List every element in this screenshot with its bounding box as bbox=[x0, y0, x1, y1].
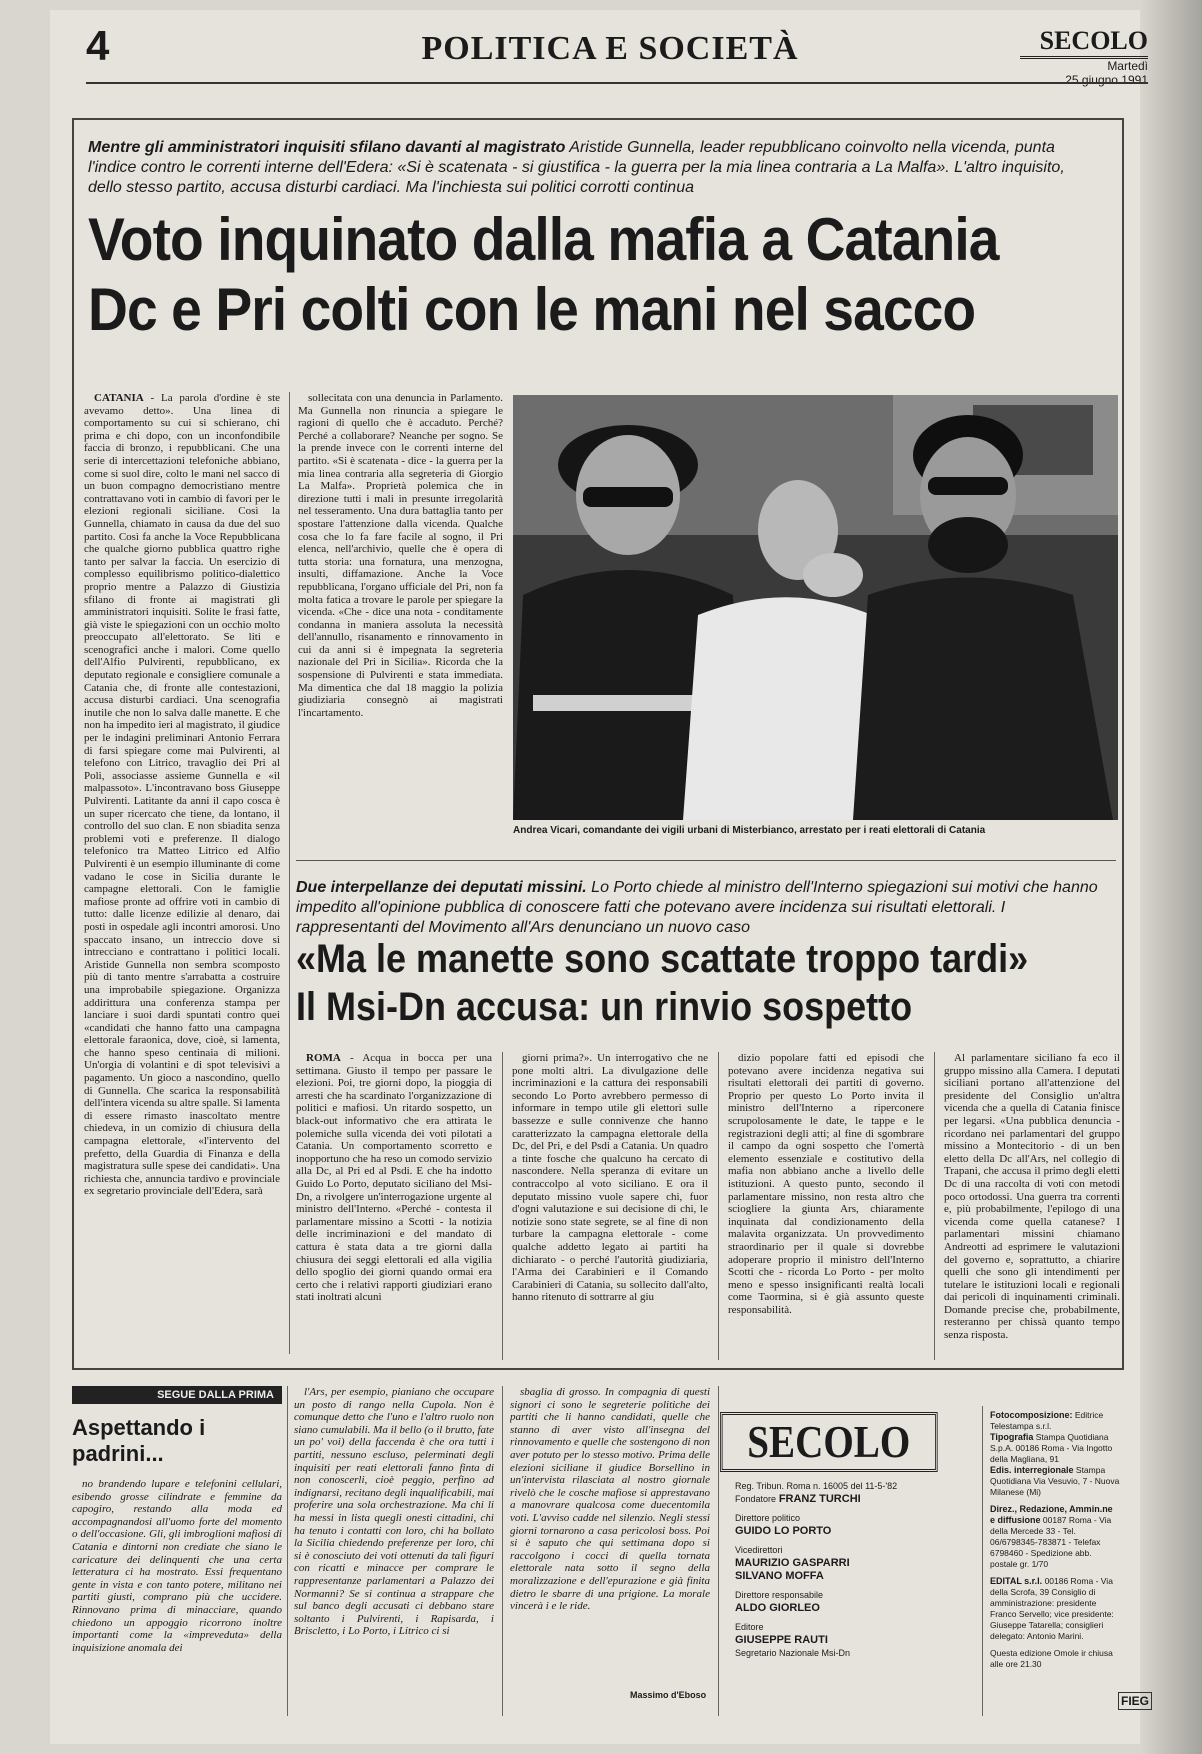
second-kicker-text: Lo Porto chiede al ministro dell'Interno spiegazioni sui motivi che hanno impedito all'opinione pubblica di conoscere fatti che potevano avere incidenza sui risultati elettorali. I rappresentanti del Movimento all'Ars denunciano un nuovo caso bbox=[296, 879, 1098, 936]
second-kicker bbox=[296, 878, 1106, 938]
main-headline-line-1: Voto inquinato dalla mafia a Catania bbox=[88, 206, 999, 273]
printer-6-text: Questa edizione Omole ir chiusa alle ore 21.30 bbox=[990, 1648, 1113, 1669]
column-divider bbox=[287, 1386, 288, 1716]
second-dateline: ROMA bbox=[306, 1052, 341, 1064]
main-kicker bbox=[88, 138, 1098, 198]
second-kicker-bold: Due interpellanze dei deputati missini. bbox=[296, 879, 587, 896]
director-name: GUIDO LO PORTO bbox=[735, 1525, 832, 1537]
printer-1-title: Fotocomposizione: bbox=[990, 1410, 1073, 1420]
section-title: POLITICA E SOCIETÀ bbox=[421, 30, 799, 67]
editor-label: Editore bbox=[735, 1622, 764, 1632]
second-article-column-2 bbox=[512, 1052, 708, 1360]
printer-5-text: 00186 Roma - Via della Scrofa, 39 Consiglio di amministrazione: presidente Franco Servello; vice presidente: Giuseppe Tatarella; consiglieri delegato: Antonio Marini. bbox=[990, 1576, 1114, 1641]
vice-name-2: SILVANO MOFFA bbox=[735, 1570, 824, 1582]
vice-label: Vicedirettori bbox=[735, 1545, 783, 1555]
column-divider bbox=[982, 1406, 983, 1716]
photo-illustration bbox=[513, 395, 1118, 820]
column-divider bbox=[718, 1386, 719, 1716]
second-column-1-text: - Acqua in bocca per una settimana. Giusto il tempo per passare le elezioni. Poi, tre giorni dopo, la pioggia di arresti che ha scardinato l'organizzazione di politici e mafiosi. Un ritardo sospetto, un black-out informativo che era attirata le polemiche sulla vicenda dei voti pilotati a Catania. Un comportamento scorretto e inopportuno che ha reso un comodo servizio alla Dc, al Pri ed al Psdi. E che ha indotto Guido Lo Porto, deputato siciliano del Msi-Dn, a rivolgere un'interrogazione urgente al ministro dell'Interno. «Perché - contesta il parlamentare missino a Scotti - la notizia delle incriminazioni e del mandato di cattura è stata data a tre giorni dalla chiusura dei seggi elettorali ed alla vigilia dello spoglio dei giorni quando ormai era certo che i relativi rapporti giudiziari erano stati inoltrati alcuni bbox=[296, 1052, 492, 1304]
bottom-article-title: Aspettando i padrini... bbox=[72, 1415, 206, 1466]
founder-label: Fondatore bbox=[735, 1494, 777, 1504]
column-divider bbox=[502, 1052, 503, 1360]
resp-label: Direttore responsabile bbox=[735, 1590, 824, 1600]
bottom-column-3-text: sbaglia di grosso. In compagnia di questi signori ci sono le segreterie politiche dei partiti che li hanno candidati, quelle che stanno di aver visto all'insegna del rinnovamento e quelle che sostengono di non aver potuto per lo stesso motivo. Prima delle elezioni siciliane il giudice Borsellino in un'intervista rilasciata al nostro giornale rivelò che le cosche mafiose si apprestavano a manovrare qualcosa come duecentomila voti. L'avviso cadde nel silenzio. Negli stessi giorni tornarono a casa pericolosi boss. Poi si è saputo che qui settimana dopo si raccolgono i cocci di quella tornata elettorale nata sotto il segno della moralizzazione e dell'epurazione e già finita dietro le sbarre di una prigione. La morale vincerà i e le ride. bbox=[510, 1386, 710, 1613]
column-divider bbox=[502, 1386, 503, 1716]
second-column-2-text: giorni prima?». Un interrogativo che ne pone molti altri. La divulgazione delle incriminazioni e la cattura dei responsabili secondo Lo Porto avrebbero permesso di informare in tempo utile gli elettori sulle bassezze e sulle connivenze che hanno caratterizzato la campagna elettorale della Dc, del Pri, e del Psdi a Catania. Un quadro a tinte fosche che qualcuno ha cercato di nascondere. Nella speranza di evitare un contraccolpo al voto siciliano. E ora il deputato missino vuole sapere chi, fuor d'ogni valutazione e sui decisione di chi, le notizie sono state segrete, se al fine di non turbare la campagna elettorale - come qualche addetto legato ai partiti ha dichiarato - o perché l'autorità giudiziaria, l'Arma dei Carabinieri e il Comando Carabinieri di Catania, su sollecito dall'alto, hanno ritenuto di sottrarre al giu bbox=[512, 1052, 708, 1304]
founder-name: FRANZ TURCHI bbox=[778, 1493, 861, 1505]
news-photo bbox=[513, 395, 1118, 820]
bottom-article-column-3 bbox=[510, 1386, 710, 1686]
bottom-article-column-1 bbox=[72, 1478, 282, 1718]
second-article-column-1 bbox=[296, 1052, 492, 1360]
page-number: 4 bbox=[86, 22, 110, 69]
editor-note: Segretario Nazionale Msi-Dn bbox=[735, 1648, 851, 1658]
printer-4-title: Direz., Redazione, Ammin.ne e diffusione bbox=[990, 1504, 1113, 1525]
main-headline bbox=[88, 205, 1045, 345]
second-headline bbox=[296, 935, 1052, 1031]
masthead-day: Martedì bbox=[1107, 59, 1148, 73]
printer-4-text: 00187 Roma - Via della Mercede 33 - Tel. 06/6798345-783871 - Telefax 6798460 - Spedizione abb. postale gr. 1/70 bbox=[990, 1515, 1112, 1569]
masthead-date: 25 giugno 1991 bbox=[1065, 73, 1148, 87]
column-divider bbox=[718, 1052, 719, 1360]
top-rule bbox=[86, 82, 1148, 84]
printer-info bbox=[990, 1410, 1120, 1670]
second-column-4-text: Al parlamentare siciliano fa eco il gruppo missino alla Camera. I deputati siciliani portano all'attenzione del presidente del Consiglio un'altra vicenda che a quella di Catania finisce per legarsi. «Una pubblica denuncia - ricordano nei parlamentari del gruppo missino a Montecitorio - di un ben eletto della Dc all'Ars, nel collegio di Trapani, che accusa il primo degli eletti Dc di una raccolta di voti con metodi poco ortodossi. Una guerra tra correnti e, più probabilmente, l'epilogo di una vicenda come quella catanese? I parlamentari missini chiamano Andreotti ad esprimere le valutazioni del governo e, soprattutto, a chiarire quelli che sono gli intendimenti per tutelare le istituzioni locali e regionali dai pericoli di inquinamenti criminali. Domande precise che, probabilmente, resteranno per chissà quanto tempo senza risposta. bbox=[944, 1052, 1120, 1342]
page-edge-shadow bbox=[1140, 0, 1202, 1754]
masthead bbox=[1020, 26, 1148, 87]
section-rule bbox=[296, 860, 1116, 861]
article-signature: Massimo d'Eboso bbox=[630, 1690, 707, 1700]
second-article-column-4 bbox=[944, 1052, 1120, 1360]
resp-name: ALDO GIORLEO bbox=[735, 1602, 820, 1614]
colophon-logo: SECOLO bbox=[720, 1412, 938, 1472]
second-headline-line-2: Il Msi-Dn accusa: un rinvio sospetto bbox=[296, 985, 913, 1029]
editor-name: GIUSEPPE RAUTI bbox=[735, 1634, 828, 1646]
column-divider bbox=[934, 1052, 935, 1360]
segue-banner: SEGUE DALLA PRIMA bbox=[72, 1386, 282, 1404]
second-column-3-text: dizio popolare fatti ed episodi che potevano avere incidenza negativa sui risultati elettorali dei partiti di governo. Proprio per questo Lo Porto invita il ministro dell'Interno a riperconere scrupolosamente le date, le tappe e le registrazioni degli atti; al fine di sgombrare il campo da ogni sospetto che l'omertà elemento essenziale e costitutivo della mafia non abbiano anche a livello delle istituzioni. A questo punto, secondo il parlamentare missino, non resta altro che sciogliere la giunta Ars, chiaramente inquinata dal condizionamento della malavita organizzata. Un provvedimento straordinario per il quale si dovrebbe adoperare proprio il ministro dell'Interno Scotti che - ricorda Lo Porto - per molto meno e spesso insignificanti realtà locali come Taormina, si è già assunto queste responsabilità. bbox=[728, 1052, 924, 1316]
vice-name-1: MAURIZIO GASPARRI bbox=[735, 1557, 850, 1569]
second-headline-line-1: «Ma le manette sono scattate troppo tardi» bbox=[296, 937, 1029, 981]
main-kicker-text: Aristide Gunnella, leader repubblicano coinvolto nella vicenda, punta l'indice contro le correnti interne dell'Edera: «Si è scatenata - si giustifica - la guerra per la mia linea contraria a La Malfa». L'altro inquisito, dello stesso partito, accusa disturbi cardiaci. Ma l'inchiesta sui politici corrotti continua bbox=[88, 139, 1065, 196]
printer-5-title: EDITAL s.r.l. bbox=[990, 1576, 1043, 1586]
colophon bbox=[735, 1480, 945, 1660]
main-dateline: CATANIA bbox=[94, 392, 144, 404]
main-kicker-bold: Mentre gli amministratori inquisiti sfilano davanti al magistrato bbox=[88, 139, 566, 156]
second-article-column-3 bbox=[728, 1052, 924, 1360]
main-article-column-1 bbox=[84, 392, 280, 1352]
director-label: Direttore politico bbox=[735, 1513, 801, 1523]
main-column-1-text: - La parola d'ordine è ste avevamo detto». Una linea di comportamento su cui si schierano, chi prima e chi dopo, con un inconfondibile faccia di bronzo, i repubblicani. Che una serie di intercettazioni telefoniche abbiano, come si suol dire, colto le mani nel sacco di un buon compagno democristiano mentre contrattavano voti in cambio di favori per le elezioni regionali siciliane. Così la Gunnella, chiamato in causa da due del suo partito. Così fa anche la Voce Repubblicana che qualche giorno pubblica quattro righe tanto per salvar la faccia. Un esercizio di complesso equilibrismo politico-dialettico proprio mentre a Palazzo di Giustizia sfilano di fronte ai magistrati gli amministratori inquisiti. Solite le frasi fatte, già viste le spiegazioni con un occhio molto preoccupato all'elettorato. Se liti e scenografici anche i malori. Come quello dell'Alfio Pulvirenti, repubblicano, ex deputato regionale e consigliere comunale a Catania che, di fronte alle contestazioni, accusa disturbi cardiaci. Una scenografia inutile che non lo salva dalle manette. E che non ha impedito ieri al magistrato, il giudice per le indagini preliminari Antonio Ferrara di farsi spiegare come mai Pulvirenti, al telefono con Litrico, travaglio dei Pri al Poli, associasse assieme Gunnella e «il malpassoto». L'incontravano boss Giuseppe Pulvirenti. Latitante da anni il capo cosca è un super ricercato che tiene, da lontano, il controllo del suo clan. E non sbiadita senza problemi voti e preferenze. Il dialogo telefonico tra Matteo Litrico ed Alfio Pulvirenti è un esempio illuminante di come vadano le cose in Sicilia durante le campagne elettorali. Con le famiglie mafiose pronte ad offrire voti in cambio di tutto: dalle licenze edilizie al denaro, dai posti in ospedale agli incontri amorosi. Uno spaccato insano, un intreccio dove si intrecciano e contrattano i politici locali. Aristide Gunnella non sembra scomposto più di tanto mentre s'arrabatta a costruire una improbabile spiegazione. Organizza addirittura una conferenza stampa per lanciare i suoi dardi spuntati contro quei «candidati che hanno fatto una campagna elettorale faraonica, dove, cioè, si lamenta, che hanno speso centinaia di milioni. Un'orgia di volantini e di spot televisivi a pagamento. Un gioco a nascondino, quello di Gunnella. Che scarica la responsabilità dell'intera vicenda su altre spalle. Si lamenta di essere rimasto inascoltato mentre chiedeva, in un comizio di chiusura della campagna elettorale, «l'intervento del prefetto, della Guardia di Finanza e della magistratura sulle spese dei candidati». Una richiesta che, annuncia tardivo e provinciale ex segretario provinciale dell'Edera, sarà bbox=[84, 392, 280, 1198]
registration-note: Reg. Tribun. Roma n. 16005 del 11-5-'82 bbox=[735, 1481, 898, 1491]
main-column-2-text: sollecitata con una denuncia in Parlamento. Ma Gunnella non rinuncia a spiegare le ragioni di quello che è accaduto. Perché? Perché a collaborare? Neanche per sogno. Se la prende invece con le correnti interne del partito. «Si è scatenata - dice - la guerra per la mia linea contraria alla segreteria di Giorgio La Malfa». Proprietà polemica che in direzione tutti i mali in presunte irregolarità nel tesseramento. Una dura battaglia tanto per spostare l'attenzione dalla vicenda. Qualche cosa che lo fa fare facile al sogno, il Pri elenca, nell'archivio, quelle che è opera di tutta storia: una fornatura, una menzogna, insulti, diffamazione. Anche la Voce repubblicana, l'organo ufficiale del Pri, non fa molta fatica a trovare le parole per spiegare la vicenda. «Che - dice una nota - conditamente condanna in maniera assoluta la necessità dell'annullo, risanamento e rinnovamento in cui da anni si è impegnata la segreteria nazionale del Pri in Sicilia». Ricorda che la sospensione di Pulvirenti e stata immediata. Ma dimentica che dal 18 maggio la polizia giudiziaria consegnò ai magistrati l'incartamento. bbox=[298, 392, 503, 719]
photo-caption: Andrea Vicari, comandante dei vigili urbani di Misterbianco, arrestato per i reati elettorali di Catania bbox=[513, 825, 986, 836]
column-divider bbox=[289, 392, 290, 1354]
masthead-logo: SECOLO bbox=[1020, 26, 1148, 59]
printer-1-text: Editrice Telestampa s.r.l. bbox=[990, 1410, 1104, 1431]
printer-3-title: Edis. interregionale bbox=[990, 1465, 1074, 1475]
fieg-logo: FIEG bbox=[1118, 1692, 1152, 1710]
printer-2-title: Tipografia bbox=[990, 1432, 1034, 1442]
printer-3-text: Stampa Quotidiana Via Vesuvio, 7 - Nuova Milanese (Mi) bbox=[990, 1465, 1120, 1497]
bottom-column-2-text: l'Ars, per esempio, pianiano che occupare un posto di rango nella Cupola. Non è comunque detto che l'uno e l'altro ruolo non siano cumulabili. Ma il bello (o il brutto, fate un po' voi) della faccenda è che ora tutti i partiti, nessuno escluso, pelerminati degli inquisiti per reati elettorali fanno finta di non conoscerli, cioè peggio, perfino ad indignarsi, recitano degli inqualificabili, mai proferire una sola orchestrazione. Ma chi li ha messi in lista quegli onesti cittadini, chi ha tenuto i contatti con loro, chi ha bollato la Sicilia chiedendo preferenze per loro, chi si è conosciuto dei voti ottenuti da tali figuri con ricatti e minacce per comprare le rappresentanze parlamentari a Palazzo dei Normanni? Se si continua a strappare che sul banco degli accusati ci debbano stare soltanto i Pulvirenti, i Rapisarda, i Briscletto, i Lo Porto, i Litrico ci si bbox=[294, 1386, 494, 1638]
main-headline-line-2: Dc e Pri colti con le mani nel sacco bbox=[88, 276, 976, 343]
main-article-column-2 bbox=[298, 392, 503, 832]
bottom-column-1-text: no brandendo lupare e telefonini cellulari, esibendo grosse cilindrate e femmine da capogiro, restando alla moda ed accompagnandosi all'uomo forte del momento o dell'occasione. Gli, gli imbroglioni mafiosi di Catania e dintorni non crediate che siano le caricature dei delinquenti che una certa letteratura ci ha mostrato. Essi frequentano gente in vista e con tanto potere, militano nei partiti giusti, comprano più che uccidere. Rinnovano prima di minacciare, quando chiedono un appoggio ricorrono inoltre importanti come la «impreveduta» della inquisizione anomala dei bbox=[72, 1478, 282, 1654]
printer-2-text: Stampa Quotidiana S.p.A. 00186 Roma - Via Ingotto della Magliana, 91 bbox=[990, 1432, 1113, 1464]
bottom-article-column-2 bbox=[294, 1386, 494, 1718]
